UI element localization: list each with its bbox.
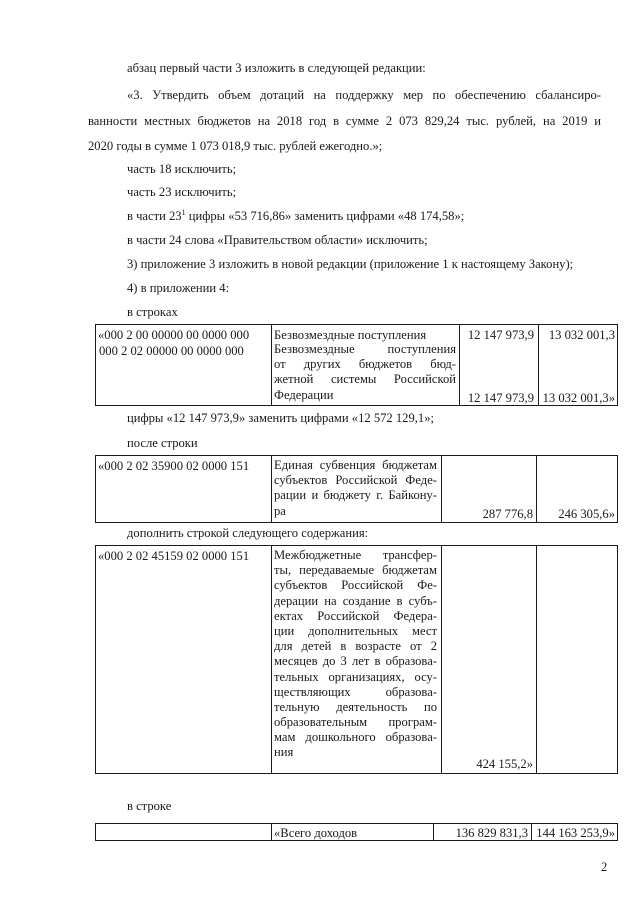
table-new-row [95,545,618,774]
paragraph-in-row: в строке [127,799,172,813]
paragraph-subsidy-line2: ванности местных бюджетов на 2018 год в сумме 2 073 829,24 тыс. рублей, на 2019 и [88,114,601,128]
table-value: 12 147 973,9 [467,328,534,342]
table-row-code: «000 2 02 35900 02 0000 151 [98,459,250,473]
table-value: 424 155,2» [476,757,533,771]
paragraph-appendix4: 4) в приложении 4: [127,281,230,295]
paragraph-part24: в части 24 слова «Правительством области» исключить; [127,233,428,247]
table-row-code: «000 2 02 45159 02 0000 151 [98,549,250,563]
table-value: 144 163 253,9» [536,826,615,840]
paragraph-part3-first: абзац первый части 3 изложить в следующей редакции: [127,61,426,75]
column-divider [271,824,272,840]
paragraph-in-rows: в строках [127,305,178,319]
table-row-name: Единая субвенция бюджетам субъектов Российской Феде- рации и бюджету г. Байкону- ра [274,458,437,518]
table-value: 13 032 001,3» [542,391,615,405]
table-value: 246 305,6» [558,507,615,521]
column-divider [441,456,442,522]
table-value: 287 776,8 [482,507,533,521]
table-value: 13 032 001,3 [548,328,615,342]
table-value: 136 829 831,3 [455,826,528,840]
column-divider [271,325,272,405]
column-divider [433,824,434,840]
table-total-row [95,823,618,841]
paragraph-part23-1: в части $23^1$ цифры «53 716,86» заменить цифрами «48 174,58»; [127,207,465,223]
column-divider [536,456,537,522]
paragraph-part23: часть 23 исключить; [127,185,237,199]
column-divider [459,325,460,405]
paragraph-after-row: после строки [127,436,198,450]
column-divider [271,546,272,773]
column-divider [531,824,532,840]
paragraph-subsidy-line1: «3. Утвердить объем дотаций на поддержку мер по обеспечению сбалансиро- [127,88,601,102]
paragraph-add-row: дополнить строкой следующего содержания: [127,526,369,540]
table-row-code: «000 2 00 00000 00 0000 000 [98,328,250,342]
table-subvention-row [95,455,618,523]
table-value: 12 147 973,9 [467,391,534,405]
paragraph-part18: часть 18 исключить; [127,162,237,176]
column-divider [538,325,539,405]
table-row-name: Безвозмездные поступления [274,328,427,342]
table-row-name: Безвозмездные поступления от других бюджетов бюд- жетной системы Российской Федерации [274,342,456,402]
table-revenue-rows [95,324,618,406]
table-row-name: Межбюджетные трансфер- ты, передаваемые бюджетам субъектов Российской Фе- дерации на создание в субъ- ектах Российской Федера- ции дополнительных мест для детей в возрасте от 2 месяцев до 3 лет в образова- тельных организациях, осу- ществляющих образова- тельную деятельность по образовательным програм- мам дошкольного образова- ния [274,548,437,760]
table-row-code: 000 2 02 00000 00 0000 000 [99,344,244,358]
page-number: 2 [601,860,608,874]
paragraph-replace-digits: цифры «12 147 973,9» заменить цифрами «12 572 129,1»; [127,411,434,425]
paragraph-subsidy-line3: 2020 годы в сумме 1 073 018,9 тыс. рублей ежегодно.»; [88,139,383,153]
table-row-name: «Всего доходов [274,826,358,840]
column-divider [271,456,272,522]
column-divider [441,546,442,773]
column-divider [536,546,537,773]
paragraph-appendix3: 3) приложение 3 изложить в новой редакции (приложение 1 к настоящему Закону); [127,257,574,271]
